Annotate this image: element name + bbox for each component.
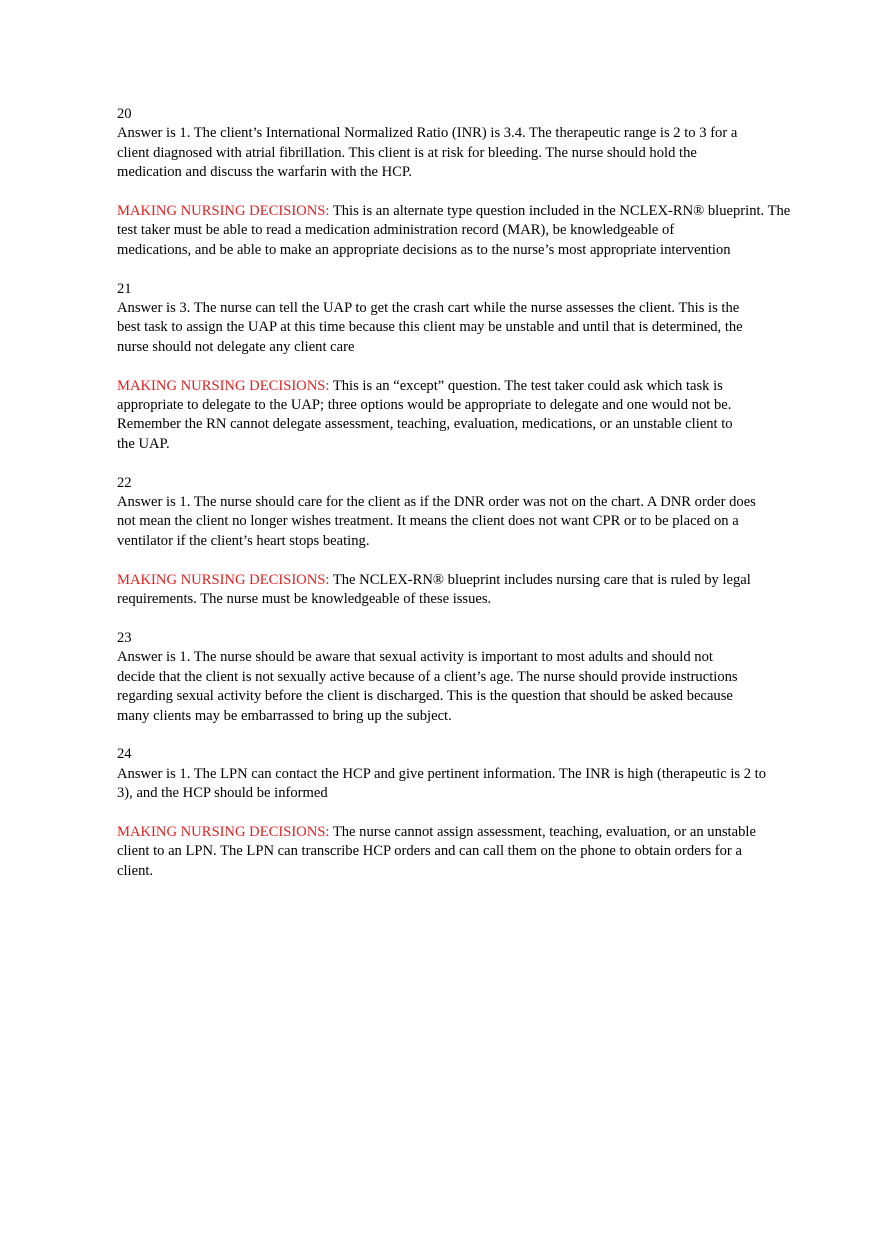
answer-rationales	[117, 105, 857, 881]
answer-text: Answer is 1. The LPN can contact the HCP and give pertinent information. The INR is high (therapeutic is 2 to 3), and the HCP should be informed	[117, 765, 767, 802]
question-block-22	[117, 474, 857, 629]
decision-label: MAKING NURSING DECISIONS:	[117, 203, 330, 220]
answer-text: Answer is 1. The client’s International Normalized Ratio (INR) is 3.4. The therapeutic range is 2 to 3 for a client diagnosed with atrial fibrillation. This client is at risk for bleeding. The nurse should hold the medication and discuss the warfarin with the HCP.	[117, 125, 738, 181]
question-number: 21	[117, 280, 132, 297]
answer-text: Answer is 1. The nurse should care for the client as if the DNR order was not on the chart. A DNR order does not mean the client no longer wishes treatment. It means the client does not want CPR or to be placed on a ventilator if the client’s heart stops beating.	[117, 494, 756, 549]
decision-note	[117, 571, 857, 610]
answer-text: Answer is 1. The nurse should be aware that sexual activity is important to most adults and should not decide that the client is not sexually active because of a client’s age. The nurse should provide instructions regarding sexual activity before the client is discharged. This is the question that should be asked because many clients may be embarrassed to bring up the subject.	[117, 649, 738, 724]
decision-label: MAKING NURSING DECISIONS:	[117, 571, 330, 588]
question-block-20	[117, 105, 857, 280]
decision-text: The nurse cannot assign assessment, teaching, evaluation, or an unstable client to an LPN. The LPN can transcribe HCP orders and can call them on the phone to obtain orders for a client.	[117, 823, 756, 879]
decision-label: MAKING NURSING DECISIONS:	[117, 377, 330, 394]
question-block-24	[117, 745, 857, 881]
decision-note	[117, 823, 857, 881]
decision-label: MAKING NURSING DECISIONS:	[117, 823, 330, 840]
decision-text: This is an “except” question. The test taker could ask which task is appropriate to delegate to the UAP; three options would be appropriate to delegate and one would not be. Remember the RN cannot delegate assessment, teaching, evaluation, medications, or an unstable client to the UAP.	[117, 377, 733, 452]
question-block-21	[117, 280, 857, 474]
decision-note	[117, 202, 857, 260]
answer-text: Answer is 3. The nurse can tell the UAP to get the crash cart while the nurse assesses the client. This is the best task to assign the UAP at this time because this client may be unstable and until that is determined, the nurse should not delegate any client care	[117, 300, 743, 355]
decision-note	[117, 377, 857, 455]
question-number: 24	[117, 746, 132, 763]
question-number: 20	[117, 106, 132, 122]
decision-text: The NCLEX-RN® blueprint includes nursing care that is ruled by legal requirements. The nurse must be knowledgeable of these issues.	[117, 571, 751, 608]
question-block-23	[117, 629, 857, 745]
question-number: 23	[117, 629, 132, 646]
question-number: 22	[117, 474, 132, 491]
decision-text: This is an alternate type question included in the NCLEX-RN® blueprint. The test taker must be able to read a medication administration record (MAR), be knowledgeable of medications, and be able to make an appropriate decisions as to the nurse’s most appropriate intervention	[117, 203, 791, 258]
